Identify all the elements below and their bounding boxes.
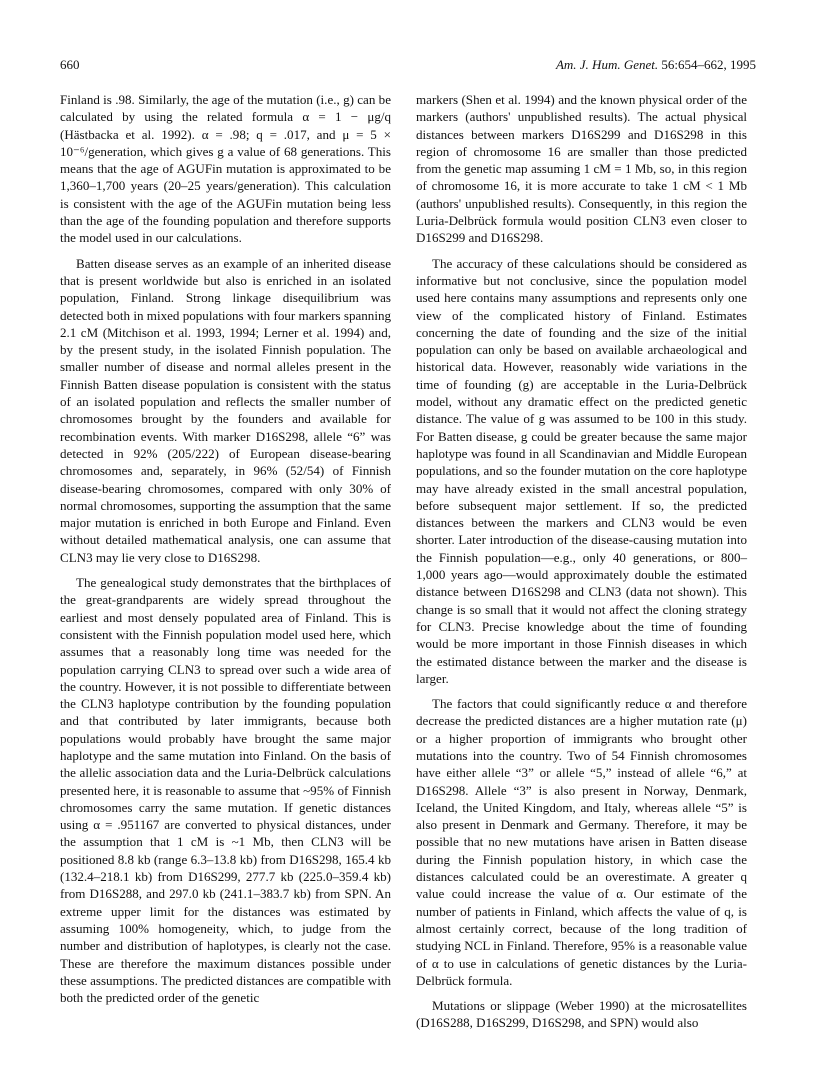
page-number: 660	[60, 57, 80, 72]
journal-citation	[556, 57, 756, 73]
paragraph: The factors that could significantly reduce α and therefore decrease the predicted distances are a higher mutation rate (μ) or a higher proportion of immigrants who brought other mutations into the country. Two of 54 Finnish chromosomes have either allele “3” or allele “5,” instead of allele “6,” at D16S298. Allele “3” is also present in Norway, Denmark, Iceland, the United Kingdom, and Italy, whereas allele “5” is also present in Denmark and Germany. Therefore, it may be possible that no new mutations have arisen in Batten disease during the Finnish population history, in which case the distances calculated could be an overestimate. A greater q value could increase the value of α. Our estimate of the number of patients in Finland, which affects the value of q, is almost certainly correct, because of the long tradition of studying NCL in Finland. Therefore, 95% is a reasonable value of α to use in calculations of genetic distances by the Luria-Delbrück formula.	[416, 696, 747, 988]
paragraph: Batten disease serves as an example of an inherited disease that is present worldwide but also is enriched in an isolated population, Finland. Strong linkage disequilibrium was detected both in mixed populations with four markers spanning 2.1 cM (Mitchison et al. 1993, 1994; Lerner et al. 1994) and, by the present study, in the isolated Finnish population. The smaller number of disease and normal alleles present in the Finnish Batten disease population is consistent with the status of an isolated population and reflects the smaller number of chromosomes brought by the founders and available for recombination events. With marker D16S298, allele “6” was detected in 92% (205/222) of European disease-bearing chromosomes and, separately, in 96% (52/54) of Finnish disease-bearing chromosomes, compared with only 30% of normal chromosomes, supporting the assumption that the same major mutation is enriched in both Europe and Finland. Even without detailed mathematical analysis, one can assume that CLN3 may lie very close to D16S298.	[60, 255, 391, 565]
journal-name: Am. J. Hum. Genet.	[555, 57, 659, 72]
paragraph: The genealogical study demonstrates that the birthplaces of the great-grandparents are widely spread throughout the earliest and most densely populated area of Finland. This is consistent with the Finnish population model used here, which assumes that a reasonably long time was needed for the population carrying CLN3 to spread over such a wide area of the country. However, it is not possible to differentiate between the CLN3 haplotype contribution by the founding population and that contributed by later immigrants, because both populations would probably have brought the same major haplotype and the same mutation into Finland. On the basis of the allelic association data and the Luria-Delbrück calculations presented here, it is reasonable to assume that ~95% of Finnish chromosomes carry the same mutation. If genetic distances using α = .951167 are converted to physical distances, under the assumption that 1 cM is ~1 Mb, then CLN3 will be positioned 8.8 kb (range 6.3–13.8 kb) from D16S298, 165.4 kb (132.4–218.1 kb) from D16S299, 277.7 kb (225.0–359.4 kb) from D16S288, and 297.0 kb (241.1–383.7 kb) from SPN. An extreme upper limit for the distances was estimated by assuming 100% homogeneity, which, to judge from the number and distribution of haplotypes, is clearly not the case. These are therefore the maximum distances possible under these assumptions. The predicted distances are compatible with both the predicted order of the genetic	[60, 575, 391, 1006]
left-column	[60, 91, 391, 1006]
paragraph: Mutations or slippage (Weber 1990) at the microsatellites (D16S288, D16S299, D16S298, and SPN) would also	[416, 998, 747, 1031]
paragraph: The accuracy of these calculations should be considered as informative but not conclusive, since the population model used here contains many assumptions and represents only one view of the complicated history of Finland. Estimates concerning the date of founding and the size of the initial population can only be based on available archaeological and historical data. However, reasonably wide variations in the time of founding (g) are acceptable in the Luria-Delbrück model, without any dramatic effect on the predicted genetic distance. The value of g was assumed to be 100 in this study. For Batten disease, g could be greater because the same major haplotype was found in all Scandinavian and Middle European populations, and so the founder mutation on the core haplotype may have already existed in the small ancestral population, before subsequent major settlement. If so, the predicted distances between the markers and CLN3 would be even shorter. Later introduction of the disease-causing mutation into the Finnish population—e.g., only 40 generations, or 800–1,000 years ago—would approximately double the estimated distance between D16S298 and CLN3 (data not shown). This change is so small that it would not affect the cloning strategy for CLN3. Precise knowledge about the time of founding would be more important in those Finnish diseases in which the estimated distance between the marker and the disease is larger.	[416, 255, 747, 686]
running-header	[60, 57, 756, 77]
paragraph: markers (Shen et al. 1994) and the known physical order of the markers (authors' unpublished results). The actual physical distances between markers D16S299 and D16S298 in this region of chromosome 16 are smaller than those predicted from the genetic map assuming 1 cM = 1 Mb, so, in this region of chromosome 16, it is more accurate to take 1 cM < 1 Mb (authors' unpublished results). Consequently, in this region the Luria-Delbrück formula would position CLN3 even closer to D16S299 and D16S298.	[416, 92, 747, 246]
paragraph: Finland is .98. Similarly, the age of the mutation (i.e., g) can be calculated by using the related formula α = 1 − μg/q (Hästbacka et al. 1992). α = .98; q = .017, and μ = 5 × 10⁻⁶/generation, which gives g a value of 68 generations. This means that the age of AGUFin mutation is approximated to be 1,360–1,700 years (20–25 years/generation). This calculation is consistent with the age of the AGUFin mutation being less than the age of the founding population and therefore supports the model used in our calculations.	[60, 92, 391, 246]
right-column	[416, 91, 747, 1032]
volume-pages-year: 56:654–662, 1995	[661, 57, 756, 72]
